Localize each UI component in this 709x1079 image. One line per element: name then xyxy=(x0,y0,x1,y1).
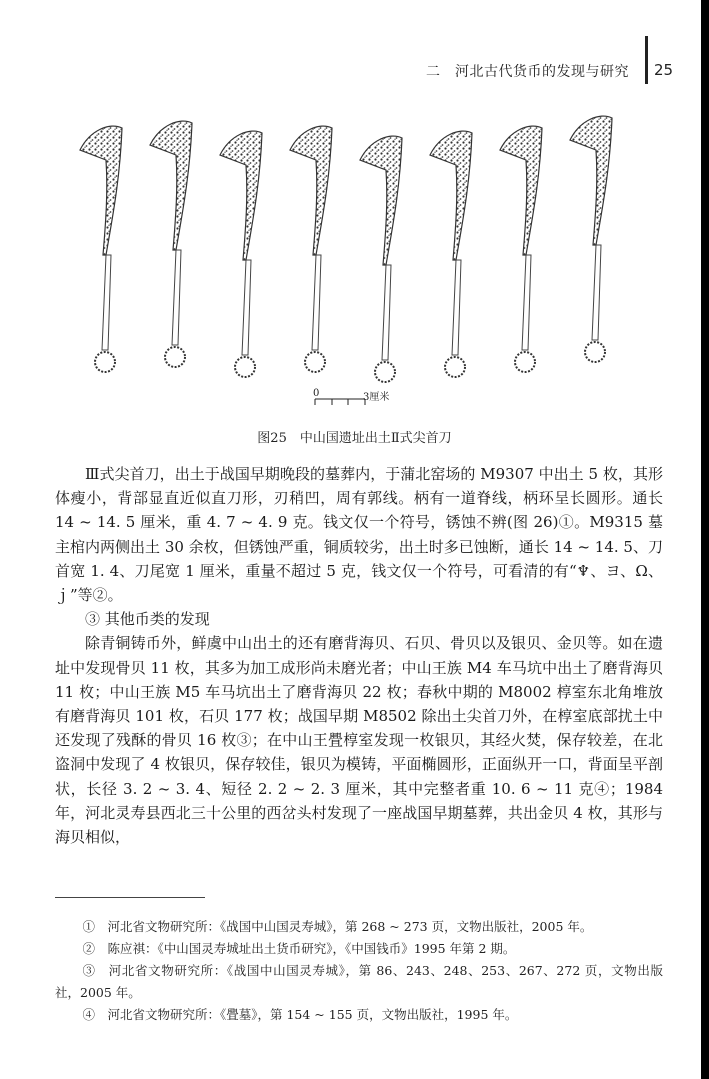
scan-edge xyxy=(701,0,709,1079)
footnote-4: ④ 河北省文物研究所：《舋墓》，第 154 ~ 155 页，文物出版社，1995 年。 xyxy=(82,1007,518,1022)
paragraph-type-iii-knife: Ⅲ式尖首刀，出土于战国早期晚段的墓葬内，于蒲北窑场的 M9307 中出土 5 枚，其形体瘦小，背部显直近似直刀形，刃稍凹，周有郭线。柄有一道脊线，柄环呈长圆形。通长 14 ~ 14. 5 厘米，重 4. 7 ~ 4. 9 克。钱文仅一个符号，锈蚀不辨(图 26)①。M9315 墓主棺内两侧出土 30 余枚，但锈蚀严重，铜质较劣，出土时多已蚀断，通长 14 ~ 14. 5、刀首宽 1. 4、刀尾宽 1 厘米，重量不超过 5 克，钱文仅一个符号，可看清的有“♆、ヨ、Ω、ｊ”等②。 xyxy=(55,465,663,605)
footnote-2: ② 陈应祺：《中山国灵寿城址出土货币研究》，《中国钱币》1995 年第 2 期。 xyxy=(82,941,516,956)
footnotes xyxy=(55,916,663,1026)
figure-caption: 图25 中山国遗址出土Ⅱ式尖首刀 xyxy=(257,431,452,446)
knife-coin-1 xyxy=(80,126,122,372)
footnote-1: ① 河北省文物研究所：《战国中山国灵寿城》，第 268 ~ 273 页，文物出版社，2005 年。 xyxy=(82,919,593,934)
scale-unit-label: 3厘米 xyxy=(363,392,390,403)
header-divider xyxy=(645,36,648,84)
scale-bar xyxy=(305,387,415,411)
body-text xyxy=(55,462,663,849)
footnote-3: ③ 河北省文物研究所：《战国中山国灵寿城》，第 86、243、248、253、267、272 页，文物出版社，2005 年。 xyxy=(55,963,663,1000)
footnote-divider xyxy=(55,897,205,898)
knife-coin-2 xyxy=(150,121,192,367)
page-number: 25 xyxy=(654,61,674,79)
knife-coin-5 xyxy=(360,136,402,382)
knife-coin-6 xyxy=(430,131,472,377)
knife-coin-8 xyxy=(570,116,612,362)
knife-coin-7 xyxy=(500,126,542,372)
knife-coin-3 xyxy=(220,131,262,377)
section-heading: ③ 其他币类的发现 xyxy=(85,610,210,629)
paragraph-other-currency: 除青铜铸币外，鲜虞中山出土的还有磨背海贝、石贝、骨贝以及银贝、金贝等。如在遗址中发现骨贝 11 枚，其多为加工成形尚未磨光者；中山王族 M4 车马坑中出土了磨背海贝 11 枚；中山王族 M5 车马坑出土了磨背海贝 22 枚；春秋中期的 M8002 椁室东北角堆放有磨背海贝 101 枚，石贝 177 枚；战国早期 M8502 除出土尖首刀外，在椁室底部扰土中还发现了残酥的骨贝 16 枚③；在中山王舋椁室发现一枚银贝，其经火焚，保存较差，在北盗洞中发现了 4 枚银贝，保存较佳，银贝为模铸，平面椭圆形，正面纵开一口，背面呈平剖状，长径 3. 2 ~ 3. 4、短径 2. 2 ~ 2. 3 厘米，其中完整者重 10. 6 ~ 11 克④；1984 年，河北灵寿县西北三十公里的西岔头村发现了一座战国早期墓葬，共出金贝 4 枚，其形与海贝相似， xyxy=(55,634,663,847)
scale-zero-label: 0 xyxy=(313,388,320,399)
knife-coin-figure xyxy=(70,100,630,390)
knife-coin-4 xyxy=(290,126,332,372)
running-header-title: 二 河北古代货币的发现与研究 xyxy=(426,64,629,80)
